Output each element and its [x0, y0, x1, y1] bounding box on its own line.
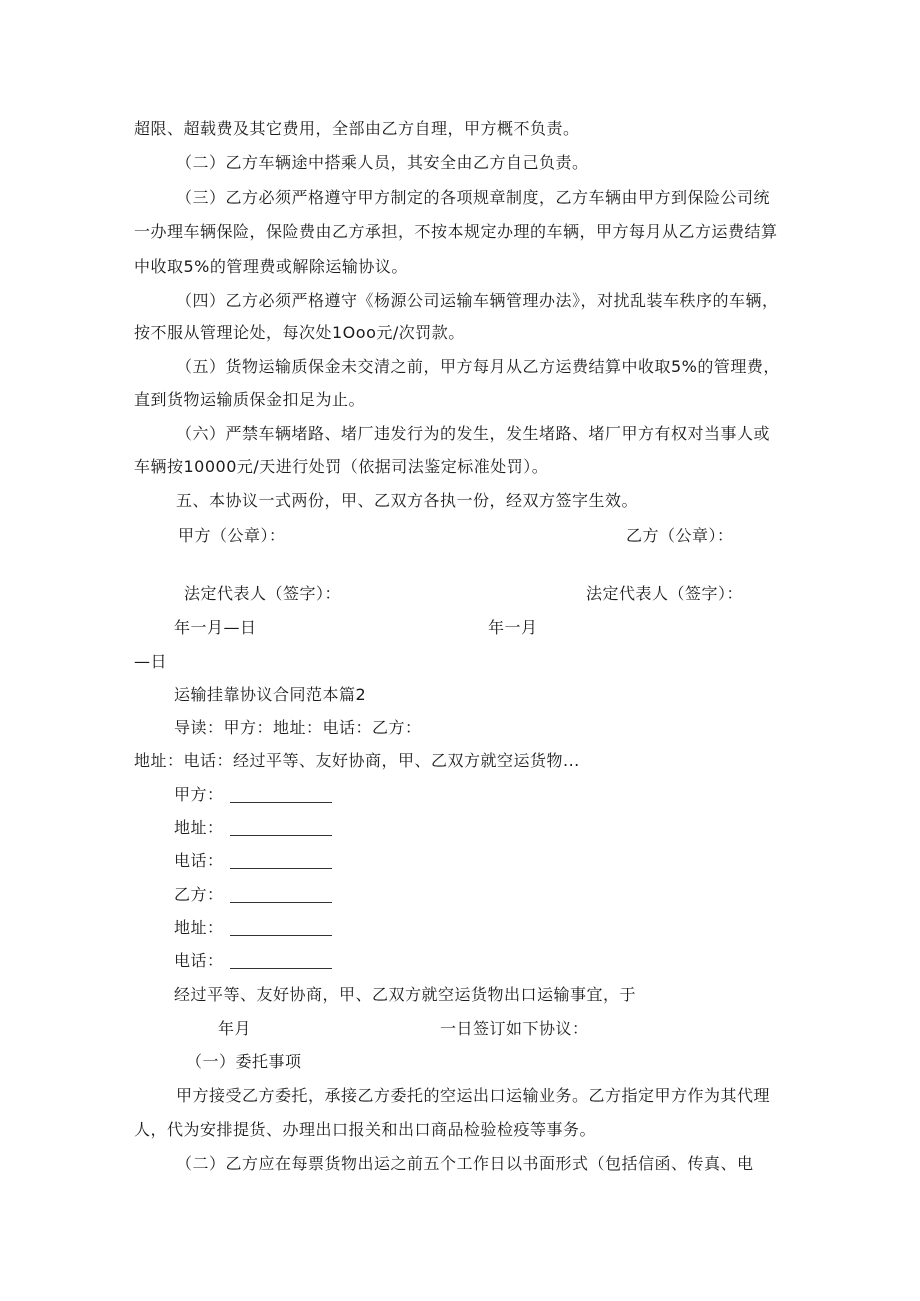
- field-phone-a-blank: [230, 868, 332, 869]
- field-phone-b-label: 电话：: [174, 951, 224, 970]
- article-2-intro-line-1: 导读：甲方：地址：电话：乙方：: [174, 718, 422, 737]
- field-address-b-blank: [230, 935, 332, 936]
- clause-5-line-2: 直到货物运输质保金扣足为止。: [134, 390, 366, 409]
- field-phone-b-blank: [230, 968, 332, 969]
- agreement-line-1: 经过平等、友好协商，甲、乙双方就空运货物出口运输事宜，于: [174, 985, 637, 1004]
- party-a-representative: 法定代表人（签字）：: [184, 584, 342, 603]
- clause-4-line-1: （四）乙方必须严格遵守《杨源公司运输车辆管理办法》，对扰乱装车秩序的车辆，: [176, 291, 779, 310]
- field-party-a-label: 甲方：: [174, 785, 224, 804]
- field-address-a-label: 地址：: [174, 818, 224, 837]
- clause-6-line-1: （六）严禁车辆堵路、堵厂违发行为的发生，发生堵路、堵厂甲方有权对当事人或: [176, 424, 771, 443]
- clause-4-line-2: 按不服从管理论处，每次处1Ooo元/次罚款。: [134, 323, 465, 342]
- section-2-line-1: （二）乙方应在每票货物出运之前五个工作日以书面形式（包括信函、传真、电: [176, 1154, 754, 1173]
- section-1-line-1: 甲方接受乙方委托，承接乙方委托的空运出口运输业务。乙方指定甲方作为其代理: [176, 1086, 771, 1105]
- clause-3-line-3: 中收取5%的管理费或解除运输协议。: [134, 257, 408, 276]
- field-party-b-blank: [230, 902, 332, 903]
- article-2-intro-line-2: 地址：电话：经过平等、友好协商，甲、乙双方就空运货物...: [134, 751, 580, 770]
- clause-3-line-2: 一办理车辆保险，保险费由乙方承担，不按本规定办理的车辆，甲方每月从乙方运费结算: [134, 222, 778, 241]
- agreement-day: 一日签订如下协议：: [440, 1019, 589, 1038]
- section-1-title: （一）委托事项: [186, 1052, 302, 1071]
- field-address-a-blank: [230, 835, 332, 836]
- party-b-date-tail: —日: [134, 652, 168, 671]
- clause-3-line-1: （三）乙方必须严格遵守甲方制定的各项规章制度，乙方车辆由甲方到保险公司统: [176, 188, 771, 207]
- clause-6-line-2: 车辆按10000元/天进行处罚（依据司法鉴定标准处罚）。: [134, 457, 549, 476]
- party-a-date: 年一月—日: [174, 618, 257, 637]
- field-address-b-label: 地址：: [174, 918, 224, 937]
- party-b-representative: 法定代表人（签字）：: [586, 584, 744, 603]
- agreement-month: 年月: [218, 1019, 252, 1038]
- section-1-line-2: 人，代为安排提货、办理出口报关和出口商品检验检疫等事务。: [134, 1120, 597, 1139]
- party-a-seal: 甲方（公章）：: [178, 526, 286, 545]
- clause-1-tail: 超限、超载费及其它费用，全部由乙方自理，甲方概不负责。: [134, 119, 580, 138]
- field-party-a-blank: [230, 802, 332, 803]
- party-b-seal: 乙方（公章）：: [626, 526, 734, 545]
- article-2-title: 运输挂靠协议合同范本篇2: [174, 685, 367, 704]
- party-b-date: 年一月: [488, 618, 538, 637]
- field-party-b-label: 乙方：: [174, 885, 224, 904]
- clause-5-agreement-copies: 五、本协议一式两份，甲、乙双方各执一份，经双方签字生效。: [176, 491, 639, 510]
- clause-5-line-1: （五）货物运输质保金未交清之前，甲方每月从乙方运费结算中收取5%的管理费，: [176, 357, 780, 376]
- clause-2: （二）乙方车辆途中搭乘人员，其安全由乙方自己负责。: [176, 153, 589, 172]
- field-phone-a-label: 电话：: [174, 851, 224, 870]
